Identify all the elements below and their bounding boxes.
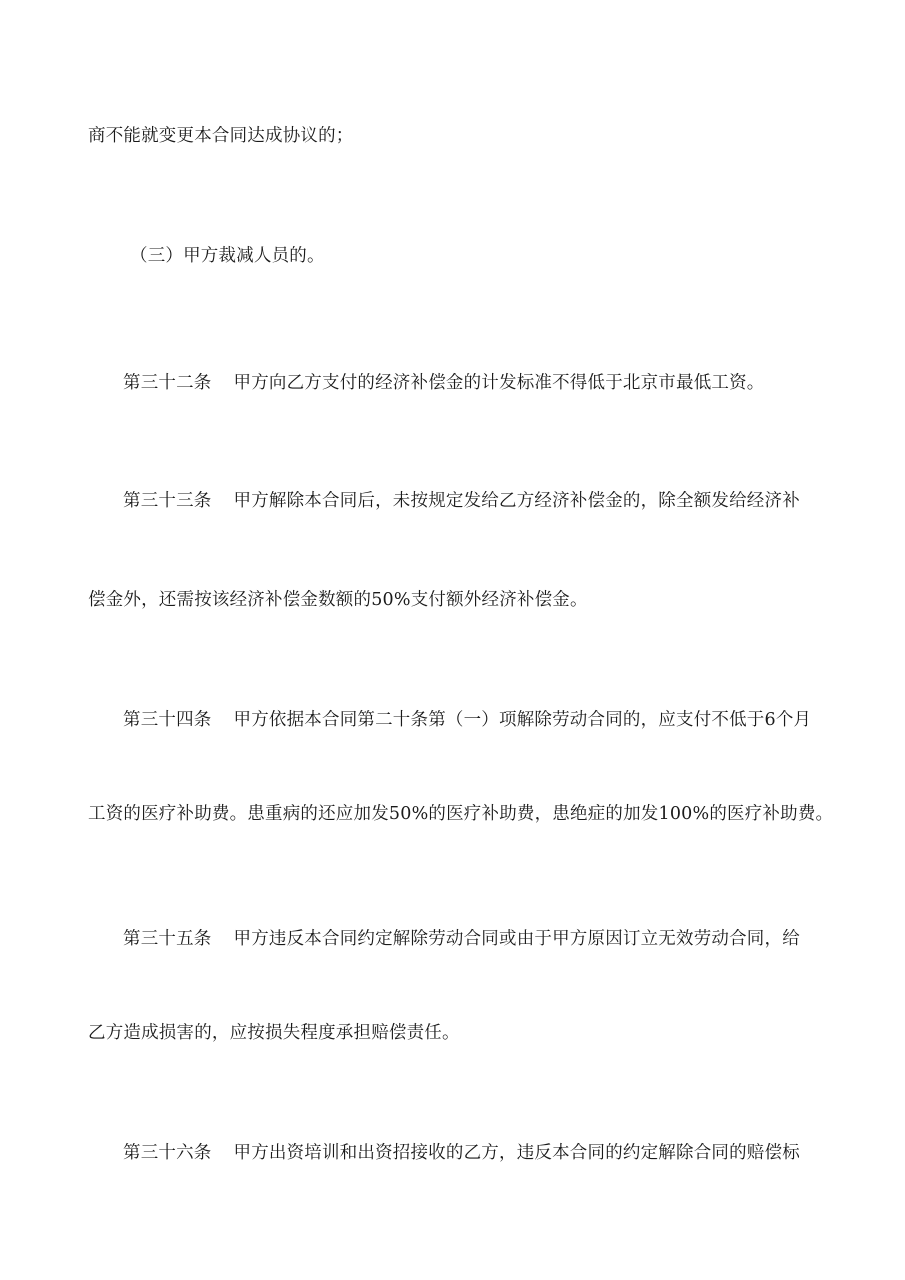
- line-text: 乙方造成损害的，应按损失程度承担赔偿责任。: [88, 1023, 460, 1043]
- line-text: 偿金外，还需按该经济补偿金数额的50%支付额外经济补偿金。: [88, 590, 588, 610]
- line-text: 工资的医疗补助费。患重病的还应加发50%的医疗补助费，患绝症的加发100%的医疗补助费。: [88, 804, 834, 824]
- article-line: [0, 705, 905, 735]
- article-number: 第三十三条: [123, 491, 212, 511]
- line-text: 甲方违反本合同约定解除劳动合同或由于甲方原因订立无效劳动合同，给: [233, 929, 800, 949]
- paragraph-line: [0, 241, 905, 271]
- line-text: 甲方出资培训和出资招接收的乙方，违反本合同的约定解除合同的赔偿标: [233, 1143, 800, 1163]
- article-number: 第三十四条: [123, 710, 212, 730]
- article-line: [0, 368, 905, 398]
- article-line: [0, 486, 905, 516]
- line-text: 甲方依据本合同第二十条第（一）项解除劳动合同的，应支付不低于6个月: [233, 710, 812, 730]
- article-line: [0, 924, 905, 954]
- line-text: 甲方解除本合同后，未按规定发给乙方经济补偿金的，除全额发给经济补: [233, 491, 800, 511]
- paragraph-line: [0, 585, 905, 615]
- line-text: 商不能就变更本合同达成协议的；: [88, 126, 354, 146]
- line-text: 甲方向乙方支付的经济补偿金的计发标准不得低于北京市最低工资。: [233, 373, 765, 393]
- paragraph-line: [0, 121, 905, 151]
- article-number: 第三十五条: [123, 929, 212, 949]
- line-text: （三）甲方裁减人员的。: [130, 246, 325, 266]
- paragraph-line: [0, 1018, 905, 1048]
- article-number: 第三十六条: [123, 1143, 212, 1163]
- article-number: 第三十二条: [123, 373, 212, 393]
- paragraph-line: [0, 799, 905, 829]
- article-line: [0, 1138, 905, 1168]
